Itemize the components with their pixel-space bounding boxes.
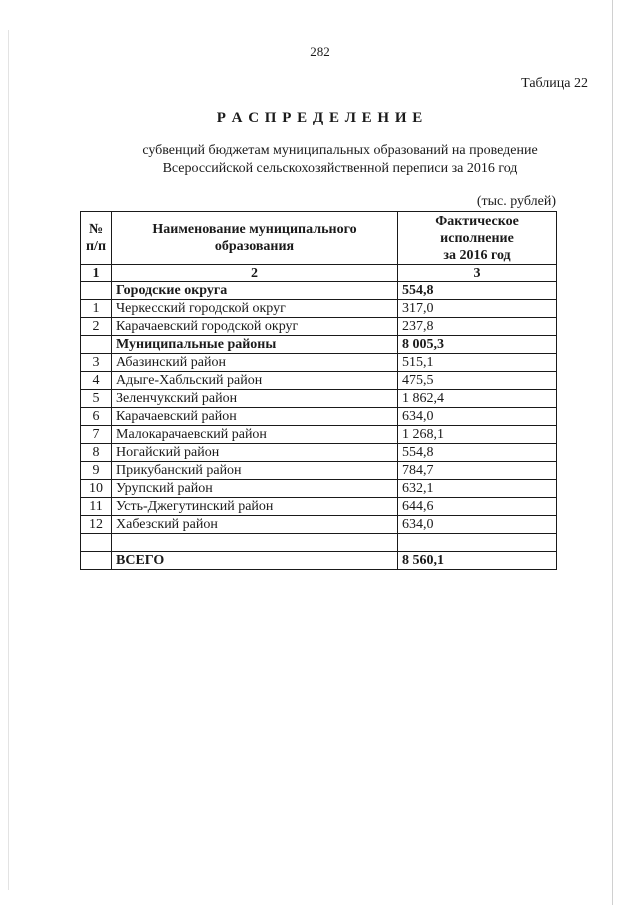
amount-value: 634,0 <box>398 516 557 534</box>
table-row <box>81 498 557 516</box>
distribution-table <box>80 211 557 570</box>
amount-value: 1 862,4 <box>398 390 557 408</box>
municipality-name: Адыге-Хабльский район <box>112 372 398 390</box>
blank-row <box>81 534 557 552</box>
row-number: 5 <box>81 390 112 408</box>
page-number: 282 <box>310 44 330 59</box>
column-number: 3 <box>398 265 557 282</box>
table-row <box>81 462 557 480</box>
total-label: ВСЕГО <box>112 552 398 570</box>
municipality-name: Прикубанский район <box>112 462 398 480</box>
document-title: Р А С П Р Е Д Е Л Е Н И Е <box>216 110 424 126</box>
table-row <box>81 390 557 408</box>
table-reference: Таблица 22 <box>521 76 588 91</box>
table-row <box>81 408 557 426</box>
column-number: 1 <box>81 265 112 282</box>
row-number <box>81 336 112 354</box>
municipality-name: Урупский район <box>112 480 398 498</box>
municipality-name: Абазинский район <box>112 354 398 372</box>
empty-cell <box>112 534 398 552</box>
row-number: 3 <box>81 354 112 372</box>
table-header-row <box>81 212 557 265</box>
total-row <box>81 552 557 570</box>
header-municipality: Наименование муниципального образования <box>112 212 398 265</box>
subtitle-line-1: субвенций бюджетам муниципальных образований на проведение <box>142 143 538 158</box>
row-number: 1 <box>81 300 112 318</box>
amount-value: 515,1 <box>398 354 557 372</box>
table-row <box>81 318 557 336</box>
row-number: 6 <box>81 408 112 426</box>
municipality-name: Зеленчукский район <box>112 390 398 408</box>
total-value: 8 560,1 <box>398 552 557 570</box>
table-row <box>81 372 557 390</box>
table-row <box>81 300 557 318</box>
table-row <box>81 480 557 498</box>
amount-value: 784,7 <box>398 462 557 480</box>
amount-value: 237,8 <box>398 318 557 336</box>
table-row <box>81 354 557 372</box>
amount-value: 475,5 <box>398 372 557 390</box>
row-number: 2 <box>81 318 112 336</box>
table-row <box>81 516 557 534</box>
header-actual-execution: Фактическое исполнение за 2016 год <box>398 212 557 265</box>
row-number <box>81 282 112 300</box>
amount-value: 554,8 <box>398 444 557 462</box>
empty-cell <box>81 534 112 552</box>
subtitle-line-2: Всероссийской сельскохозяйственной переписи за 2016 год <box>162 161 518 176</box>
empty-cell <box>398 534 557 552</box>
header-number: № п/п <box>81 212 112 265</box>
row-number: 12 <box>81 516 112 534</box>
column-number-row <box>81 265 557 282</box>
scan-edge-right <box>612 0 613 905</box>
row-number: 11 <box>81 498 112 516</box>
scan-edge-left <box>8 30 9 890</box>
municipality-name: Малокарачаевский район <box>112 426 398 444</box>
table-row <box>81 444 557 462</box>
table-row <box>81 426 557 444</box>
column-number: 2 <box>112 265 398 282</box>
document-subtitle <box>110 142 570 178</box>
row-number: 10 <box>81 480 112 498</box>
amount-value: 632,1 <box>398 480 557 498</box>
municipality-name: Усть-Джегутинский район <box>112 498 398 516</box>
municipality-name: Карачаевский городской округ <box>112 318 398 336</box>
amount-value: 317,0 <box>398 300 557 318</box>
empty-cell <box>81 552 112 570</box>
group-row <box>81 336 557 354</box>
row-number: 9 <box>81 462 112 480</box>
unit-label: (тыс. рублей) <box>476 194 556 209</box>
row-number: 8 <box>81 444 112 462</box>
amount-value: 8 005,3 <box>398 336 557 354</box>
amount-value: 1 268,1 <box>398 426 557 444</box>
row-number: 7 <box>81 426 112 444</box>
row-number: 4 <box>81 372 112 390</box>
group-row <box>81 282 557 300</box>
amount-value: 554,8 <box>398 282 557 300</box>
municipality-name: Ногайский район <box>112 444 398 462</box>
municipality-name: Черкесский городской округ <box>112 300 398 318</box>
amount-value: 634,0 <box>398 408 557 426</box>
municipality-name: Карачаевский район <box>112 408 398 426</box>
municipality-name: Городские округа <box>112 282 398 300</box>
municipality-name: Муниципальные районы <box>112 336 398 354</box>
amount-value: 644,6 <box>398 498 557 516</box>
municipality-name: Хабезский район <box>112 516 398 534</box>
